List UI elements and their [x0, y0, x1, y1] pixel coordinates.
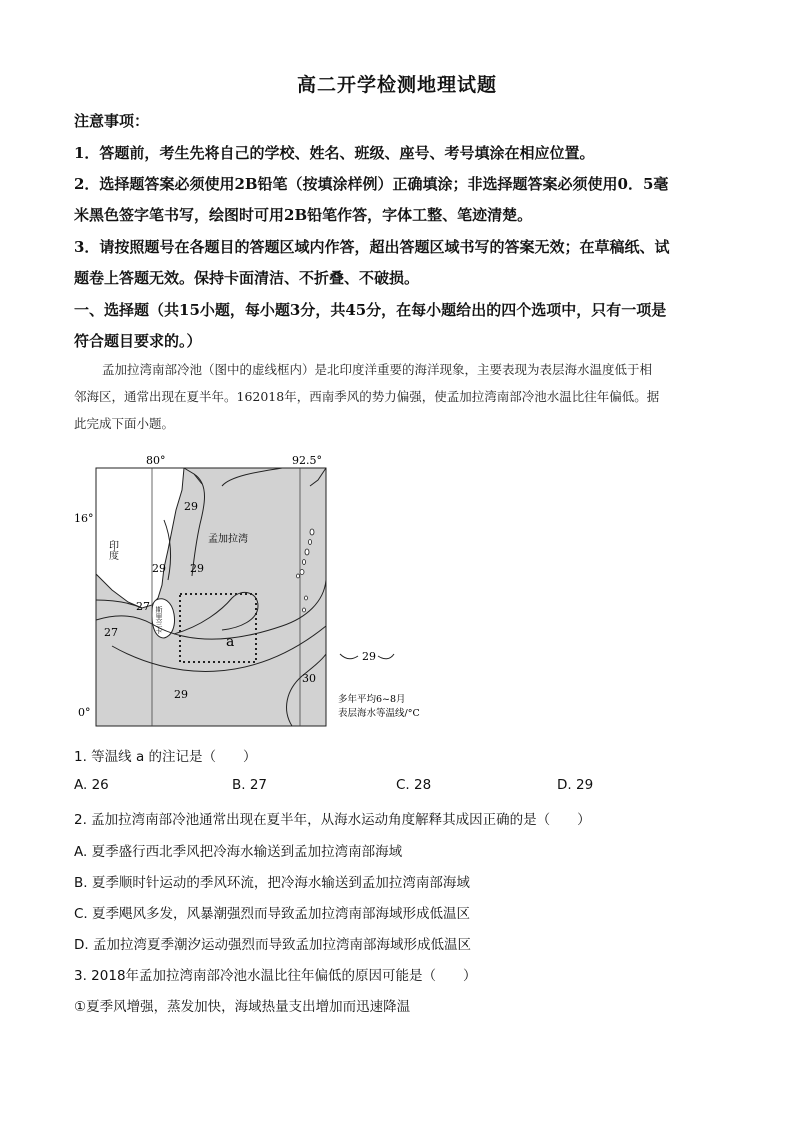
iso-label-a: a [226, 634, 235, 650]
intro-paragraph [74, 356, 724, 437]
label-lat-0: 0° [78, 706, 91, 719]
question-2-option-b[interactable]: B. 夏季顺时针运动的季风环流，把冷海水输送到孟加拉湾南部海域 [74, 875, 470, 891]
label-bay: 孟加拉湾 [208, 534, 248, 545]
question-2-stem: 2. 孟加拉湾南部冷池通常出现在夏半年，从海水运动角度解释其成因正确的是（ ） [74, 812, 591, 828]
question-2-option-a[interactable]: A. 夏季盛行西北季风把冷海水输送到孟加拉湾南部海域 [74, 844, 403, 860]
notice-item: 2．选择题答案必须使用2B铅笔（按填涂样例）正确填涂；非选择题答案必须使用0．5毫 [74, 175, 669, 193]
iso-label-29-a: 29 [184, 500, 198, 513]
iso-label-30: 30 [302, 672, 316, 685]
legend-value: 29 [362, 650, 376, 663]
intro-line1: 孟加拉湾南部冷池（图中的虚线框内）是北印度洋重要的海洋现象，主要表现为表层海水温度低于相 [102, 362, 653, 377]
notice-item: 3．请按照题号在各题目的答题区域内作答，超出答题区域书写的答案无效；在草稿纸、试 [74, 238, 670, 256]
iso-label-29-c: 29 [190, 562, 204, 575]
label-lon-80: 80° [146, 454, 166, 467]
iso-label-27-b: 27 [104, 626, 118, 639]
iso-label-27-a: 27 [136, 600, 150, 613]
section-heading-line2: 符合题目要求的。） [74, 332, 202, 350]
question-1-option-a[interactable]: A. 26 [74, 777, 109, 793]
bay-of-bengal-map [72, 450, 432, 730]
question-2-option-c[interactable]: C. 夏季飓风多发，风暴潮强烈而导致孟加拉湾南部海域形成低温区 [74, 906, 471, 922]
label-lat-16: 16° [74, 512, 94, 525]
intro-line3: 此完成下面小题。 [74, 416, 175, 431]
question-3-stem: 3. 2018年孟加拉湾南部冷池水温比往年偏低的原因可能是（ ） [74, 968, 477, 984]
iso-label-29-d: 29 [174, 688, 188, 701]
page-title: 高二开学检测地理试题 [296, 74, 497, 96]
question-1-option-d[interactable]: D. 29 [557, 777, 594, 793]
question-1-option-c[interactable]: C. 28 [396, 777, 432, 793]
notice-heading: 注意事项： [74, 112, 150, 130]
legend-caption-2: 表层海水等温线/°C [338, 708, 420, 719]
legend-caption-1: 多年平均6~8月 [338, 694, 406, 705]
question-2-option-d[interactable]: D. 孟加拉湾夏季潮汐运动强烈而导致孟加拉湾南部海域形成低温区 [74, 937, 471, 953]
question-1-option-b[interactable]: B. 27 [232, 777, 268, 793]
label-srilanka: 斯里兰卡 [155, 606, 163, 634]
section-heading-line1: 一、选择题（共15小题，每小题3分，共45分，在每小题给出的四个选项中，只有一项是 [74, 301, 667, 319]
intro-line2: 邻海区，通常出现在夏半年。162018年，西南季风的势力偏强，使孟加拉湾南部冷池水温比往年偏低。据 [74, 389, 660, 404]
notice-item: 米黑色签字笔书写，绘图时可用2B铅笔作答，字体工整、笔迹清楚。 [74, 206, 533, 224]
notice-item: 题卷上答题无效。保持卡面清洁、不折叠、不破损。 [74, 269, 420, 287]
label-india: 印度 [106, 540, 118, 560]
iso-label-29-b: 29 [152, 562, 166, 575]
question-3-statement-1: ①夏季风增强，蒸发加快，海域热量支出增加而迅速降温 [74, 999, 411, 1015]
notice-item: 1．答题前，考生先将自己的学校、姓名、班级、座号、考号填涂在相应位置。 [74, 144, 595, 162]
label-lon-92-5: 92.5° [292, 454, 322, 467]
question-1-stem: 1. 等温线 a 的注记是（ ） [74, 749, 257, 765]
